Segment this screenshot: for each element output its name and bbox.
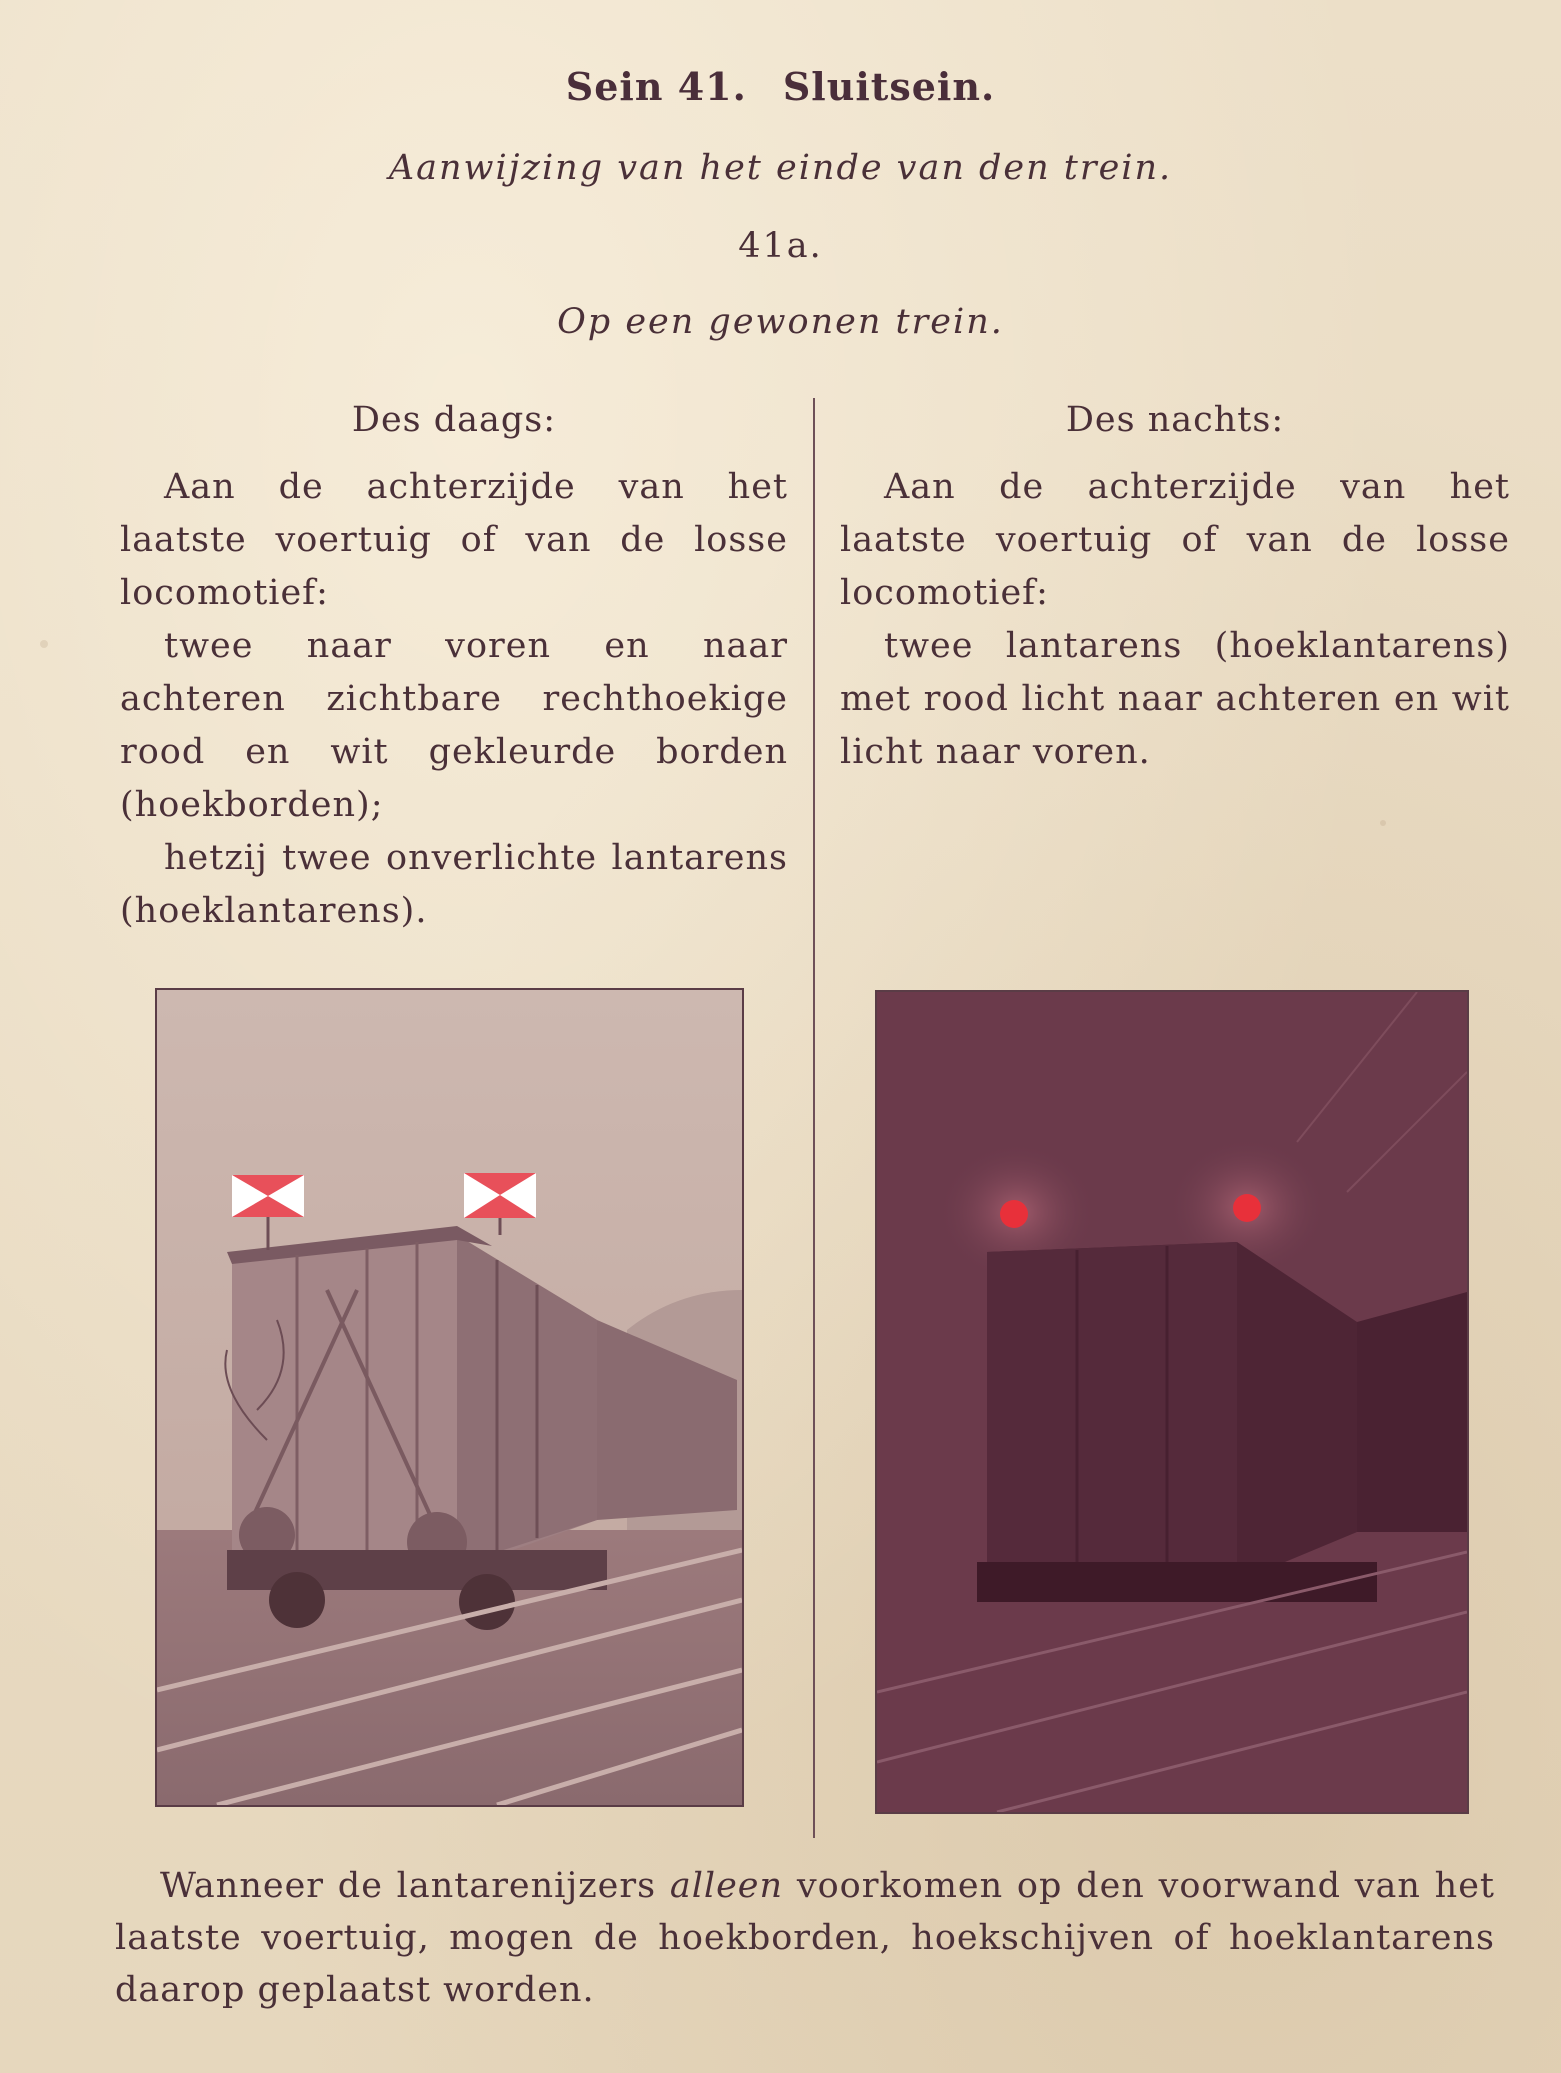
- signal-name: Sluitsein.: [782, 64, 996, 109]
- footer-line: daarop geplaatst worden.: [115, 1970, 595, 2010]
- footer-emphasis: alleen: [669, 1866, 784, 1906]
- red-lamp-left: [1000, 1200, 1028, 1228]
- day-paragraph: hetzij twee onverlichte lantarens (hoeklantarens).: [120, 838, 788, 931]
- day-heading: Des daags:: [351, 400, 557, 440]
- day-column: [120, 394, 788, 938]
- red-lamp-right: [1233, 1194, 1261, 1222]
- day-photo: [155, 988, 744, 1807]
- signal-title: [0, 64, 1561, 109]
- paper-speck: [40, 640, 48, 648]
- signal-description: Aanwijzing van het einde van den trein.: [388, 148, 1173, 188]
- night-paragraph: Aan de achterzijde van het laatste voertuig of van de losse locomotief:: [840, 467, 1510, 613]
- footer-text: voorkomen op den voorwand van het: [783, 1866, 1495, 1906]
- night-column: [840, 394, 1510, 779]
- railway-wagon-with-red-lamps-icon: [877, 992, 1467, 1812]
- night-paragraph: twee lantarens (hoeklantarens) met rood licht naar achteren en wit licht naar voren.: [840, 626, 1510, 772]
- railway-wagon-with-corner-boards-icon: [157, 990, 742, 1805]
- night-heading: Des nachts:: [1065, 400, 1285, 440]
- section-case: Op een gewonen trein.: [557, 302, 1004, 342]
- footer-line: laatste voertuig, mogen de hoekborden, hoekschijven of hoeklantarens: [115, 1918, 1495, 1958]
- day-paragraph: Aan de achterzijde van het laatste voertuig of van de losse locomotief:: [120, 467, 788, 613]
- footer-text: Wanneer de lantarenijzers: [160, 1866, 670, 1906]
- section-code: 41a.: [738, 226, 823, 266]
- footer-line: [115, 1860, 1495, 1912]
- day-paragraph: twee naar voren en naar achteren zichtbare rechthoekige rood en wit gekleurde borden (hoekborden);: [120, 626, 788, 825]
- signal-number: Sein 41.: [565, 64, 747, 109]
- paper-speck: [1380, 820, 1386, 826]
- footer-note: [115, 1860, 1495, 2016]
- night-photo: [875, 990, 1469, 1814]
- column-divider: [813, 398, 815, 1838]
